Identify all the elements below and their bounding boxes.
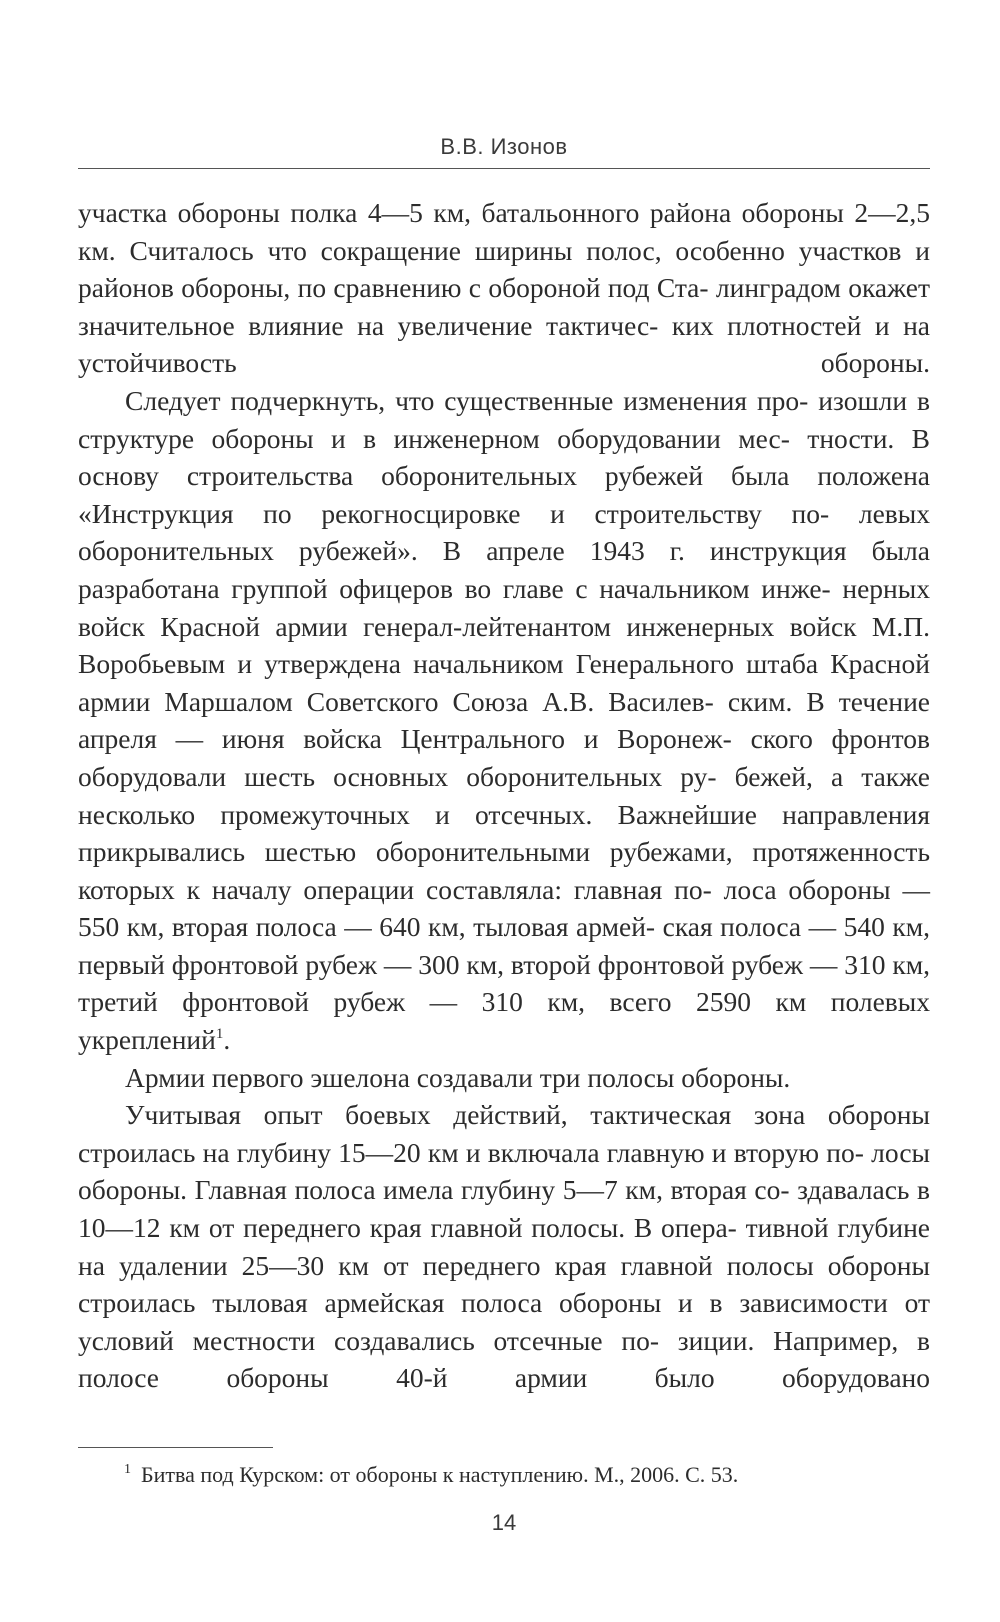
paragraph-4 (78, 1096, 930, 1397)
footnote-reference[interactable]: 1 (215, 1026, 224, 1043)
text-line: зиции. Например, в полосе обороны 40-й армии было оборудовано (78, 1324, 931, 1394)
text-line: бежей, а также несколько промежуточных и отсечных. Важнейшие (78, 760, 930, 830)
text-line: 2—2,5 км. Считалось что сокращение ширины полос, особенно (78, 197, 931, 266)
text-line: строилась на глубину 15—20 км и включала главную и вторую по- (78, 1136, 864, 1168)
text-line: нерных войск Красной армии генерал-лейтенантом инженерных (78, 572, 930, 642)
text-line: ским. В течение апреля — июня войска Центрального и Воронеж- (78, 685, 931, 755)
text-line: ского фронтов оборудовали шесть основных оборонительных ру- (78, 723, 930, 792)
footnote-rule (78, 1447, 273, 1448)
text-line: Армии первого эшелона создавали три полосы обороны. (125, 1061, 791, 1093)
paragraph-3 (78, 1059, 930, 1097)
text-line: левых оборонительных рубежей». В апреле 1943 г. инструкция (78, 497, 930, 567)
page-number: 14 (491, 1510, 517, 1535)
text-line: линградом окажет значительное влияние на увеличение тактичес- (78, 272, 930, 341)
footnote-marker: 1 (124, 1462, 131, 1477)
footnote-text: Битва под Курском: от обороны к наступлению. М., 2006. С. 53. (141, 1462, 739, 1487)
text-line: участка обороны полка 4—5 км, батальонного района обороны (78, 197, 844, 228)
text-line: здавалась в 10—12 км от переднего края главной полосы. В опера- (78, 1174, 931, 1244)
text-line: протяженность которых к началу операции составляла: главная по- (78, 836, 930, 905)
text-line: лоса обороны — 550 км, вторая полоса — 640 км, тыловая армей- (78, 873, 930, 943)
main-text (78, 194, 930, 1397)
text-line: ская полоса — 540 км, первый фронтовой рубеж — 300 км, второй (78, 911, 931, 980)
text-line: направления прикрывались шестью оборонительными рубежами, (78, 798, 930, 868)
text-line: полосы обороны строилась тыловая армейская полоса обороны (78, 1249, 930, 1319)
text-line: фронтовой рубеж — 310 км, третий фронтовой рубеж — 310 км, (78, 948, 931, 1018)
header-rule (78, 168, 930, 169)
text-line: Следует подчеркнуть, что существенные изменения про- (125, 384, 809, 416)
text-line: была разработана группой офицеров во главе с начальником инже- (78, 535, 930, 604)
paragraph-2 (78, 382, 930, 1059)
text-line: Учитывая опыт боевых действий, тактическая зона обороны (125, 1099, 930, 1131)
text-line: лосы обороны. Главная полоса имела глубину 5—7 км, вторая со- (78, 1136, 930, 1206)
text-line-tail: . (223, 1024, 231, 1056)
text-line: войск М.П. Воробьевым и утверждена начальником Генерального (78, 610, 930, 680)
footnote-1 (124, 1462, 738, 1488)
text-line: штаба Красной армии Маршалом Советского Союза А.В. Василев- (78, 648, 930, 717)
text-line: тности. В основу строительства оборонительных рубежей была (78, 422, 931, 492)
text-line: положена «Инструкция по рекогносцировке и строительству по- (78, 460, 930, 529)
text-line: тивной глубине на удалении 25—30 км от переднего края главной (78, 1212, 930, 1281)
text-line: всего 2590 км полевых укреплений (78, 986, 930, 1056)
text-line: участков и районов обороны, по сравнению с обороной под Ста- (78, 234, 930, 304)
text-line: ких плотностей и на устойчивость обороны. (78, 309, 930, 379)
text-line: изошли в структуре обороны и в инженерном оборудовании мес- (78, 384, 931, 454)
running-title: В.В. Изонов (440, 134, 568, 159)
text-line: и в зависимости от условий местности создавались отсечные по- (78, 1287, 930, 1356)
paragraph-1 (78, 194, 930, 382)
